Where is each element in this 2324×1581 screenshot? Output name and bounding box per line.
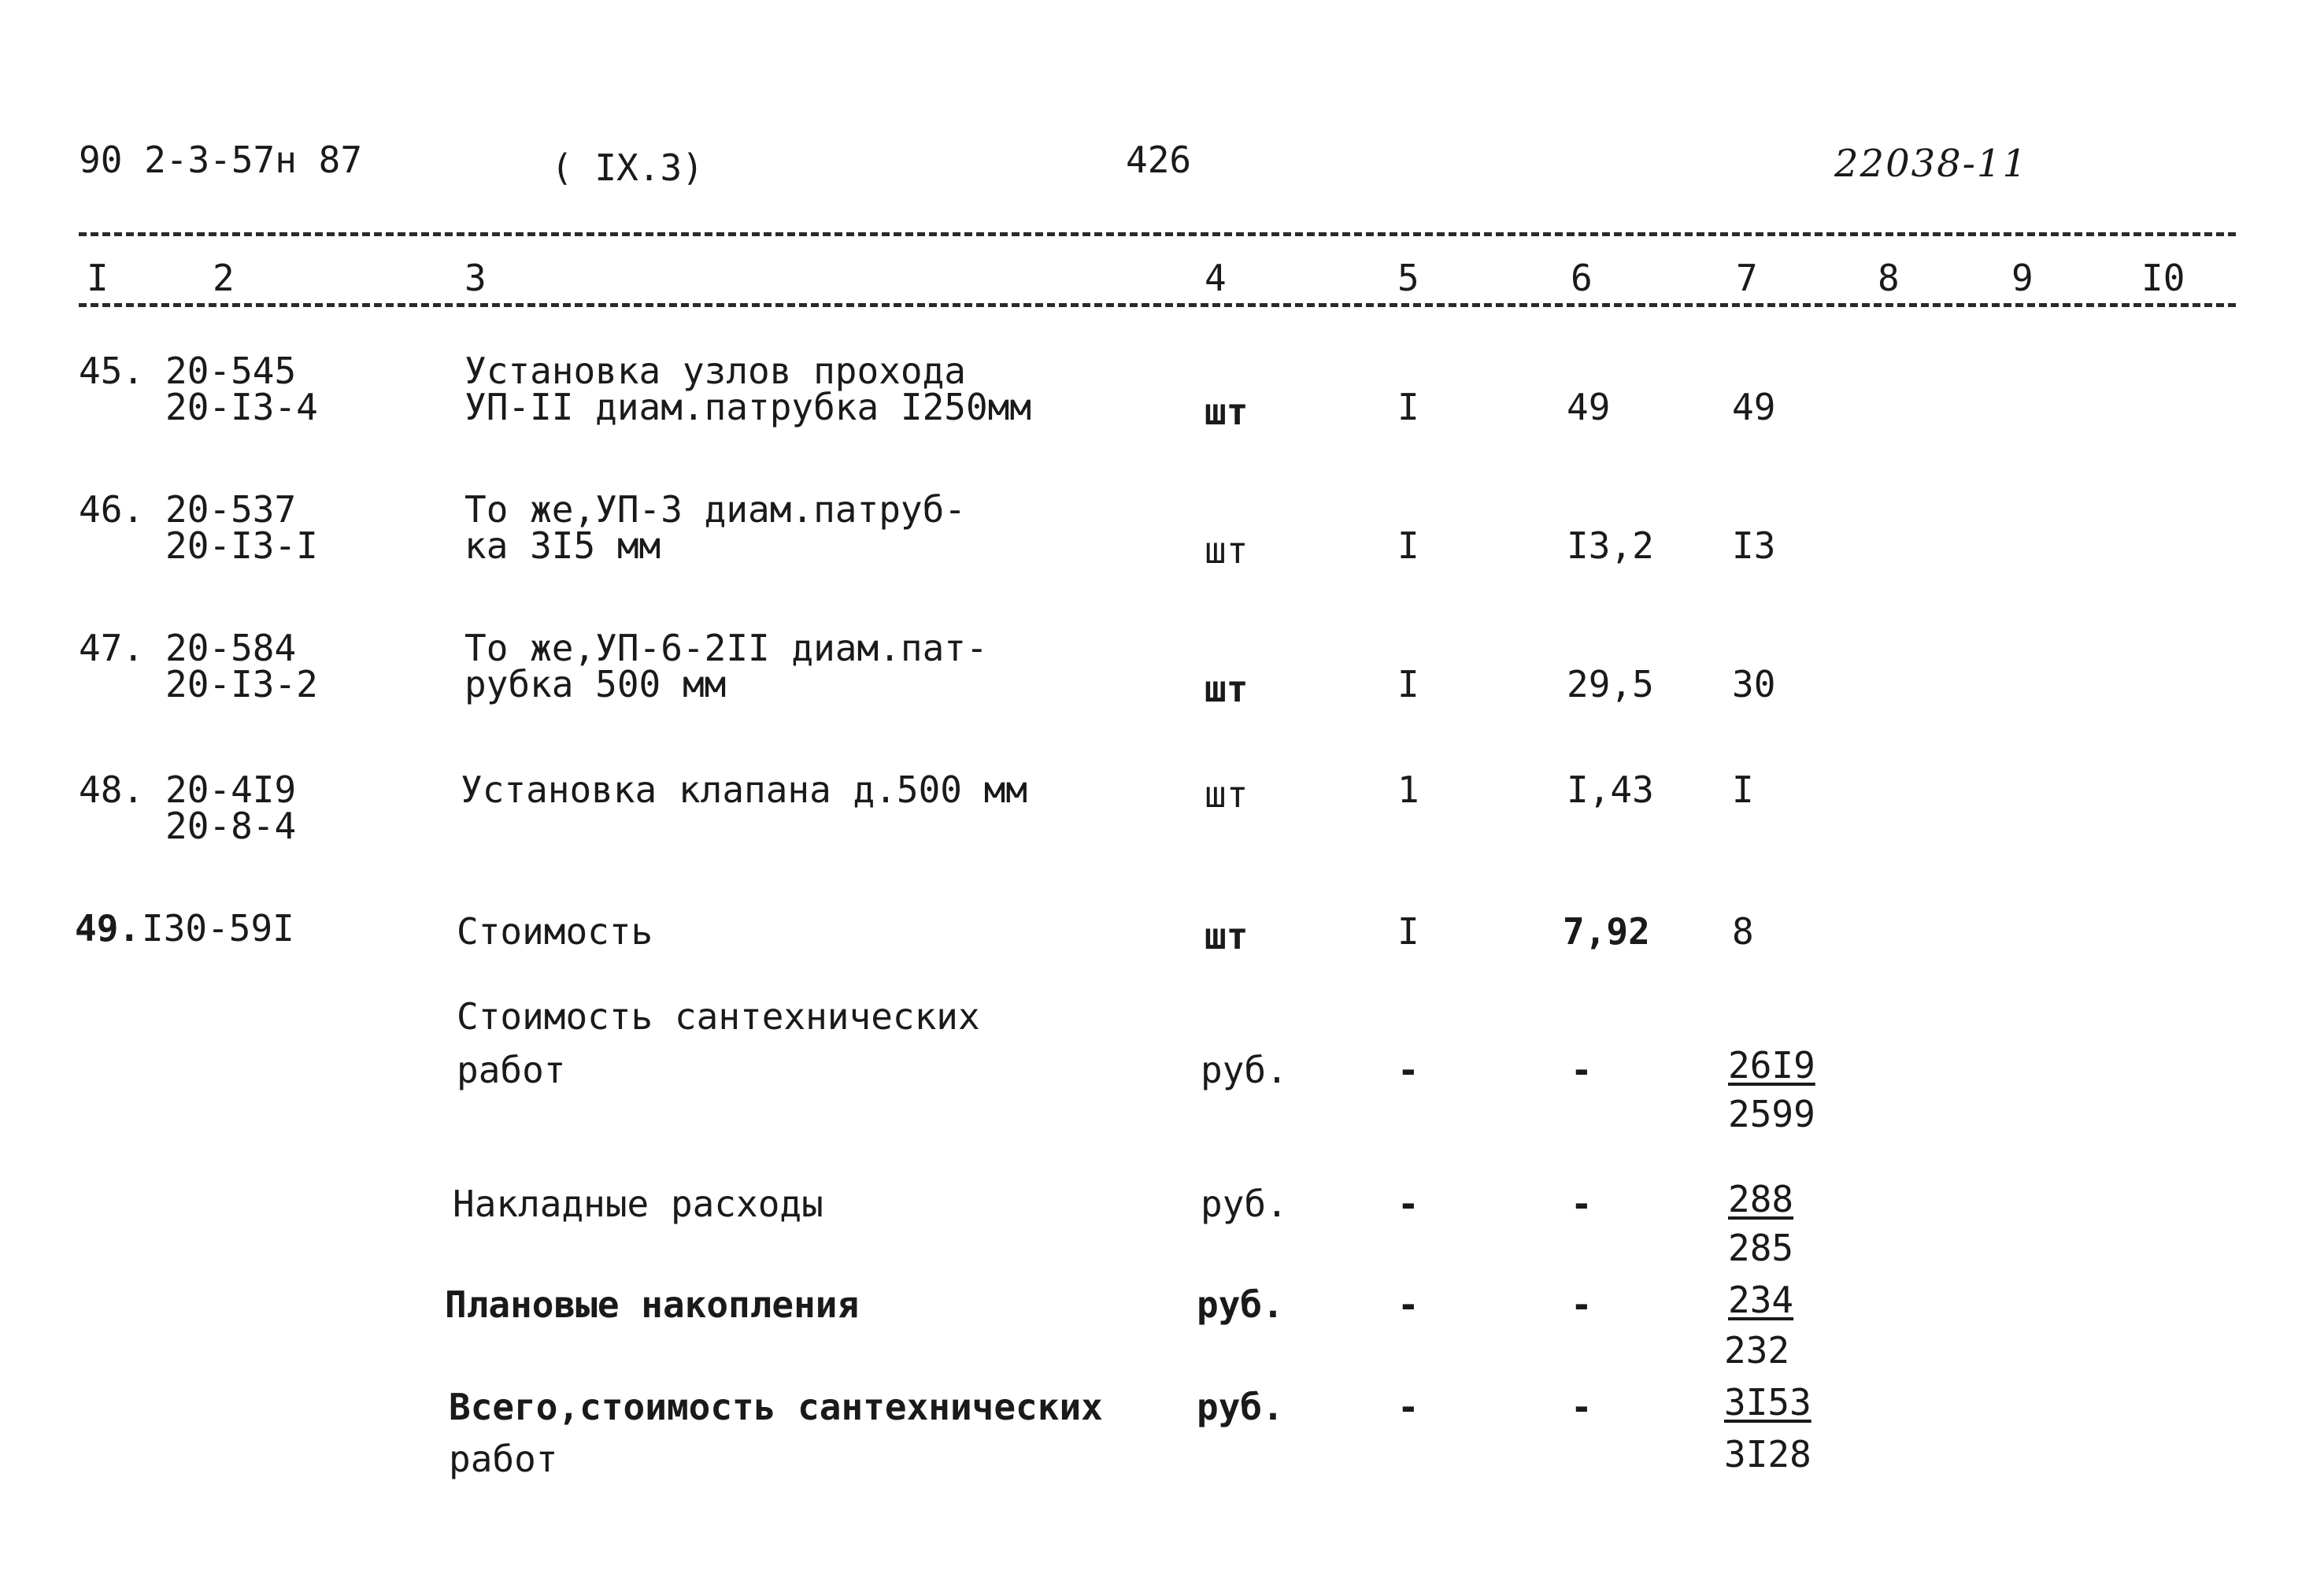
summary-label-1: Накладные расходы (453, 1183, 823, 1225)
summary-label-1: Плановые накопления (445, 1283, 860, 1326)
row-qty: I (1397, 524, 1419, 567)
summary-col6: - (1571, 1183, 1593, 1225)
summary-value-top: 3I53 (1724, 1381, 1811, 1424)
col-5: 5 (1397, 257, 1419, 299)
summary-value-bottom: 285 (1728, 1227, 1794, 1269)
summary-label-2: работ (457, 1049, 566, 1091)
summary-col5: - (1397, 1049, 1419, 1091)
row-unit: шт (1205, 773, 1249, 816)
row-unit: шт (1205, 391, 1249, 433)
row-number: 49. (75, 907, 141, 950)
summary-unit: руб. (1197, 1283, 1284, 1326)
row-qty: I (1397, 663, 1419, 705)
summary-col6: - (1571, 1386, 1593, 1428)
summary-col6: - (1571, 1049, 1593, 1091)
row-col7: 30 (1732, 663, 1776, 705)
header-top-rule (79, 232, 2236, 236)
col-9: 9 (2011, 257, 2034, 299)
col-10: I0 (2141, 257, 2185, 299)
row-col7: 49 (1732, 386, 1776, 428)
row-code-2: 20-I3-2 (165, 663, 318, 705)
col-4: 4 (1205, 257, 1227, 299)
col-6: 6 (1571, 257, 1593, 299)
summary-label-1: Всего,стоимость сантехнических (449, 1386, 1103, 1428)
inventory-number: 22038-11 (1834, 142, 2028, 186)
row-col6: 7,92 (1563, 910, 1650, 953)
col-7: 7 (1736, 257, 1758, 299)
summary-col6: - (1571, 1283, 1593, 1326)
summary-value-bottom: 3I28 (1724, 1433, 1811, 1475)
row-desc-1: Установка узлов прохода (464, 350, 966, 392)
header-bottom-rule (79, 303, 2236, 307)
row-number: 45. (79, 350, 145, 392)
summary-unit: руб. (1201, 1183, 1288, 1225)
row-code-1: 20-584 (165, 627, 297, 669)
row-desc-1: Установка клапана д.500 мм (461, 768, 1028, 811)
row-col6: I3,2 (1567, 524, 1654, 567)
row-unit: шт (1205, 915, 1249, 957)
summary-col5: - (1397, 1386, 1419, 1428)
summary-value-bottom: 2599 (1728, 1093, 1815, 1135)
row-desc-2: УП-II диам.патрубка I250мм (464, 386, 1032, 428)
summary-value-top: 288 (1728, 1178, 1794, 1220)
summary-value-top: 26I9 (1728, 1044, 1815, 1087)
row-code-1: 20-537 (165, 488, 297, 531)
row-col7: I (1732, 768, 1754, 811)
col-1: I (87, 257, 109, 299)
col-8: 8 (1878, 257, 1900, 299)
col-3: 3 (464, 257, 487, 299)
row-col6: 49 (1567, 386, 1611, 428)
row-qty: I (1397, 910, 1419, 953)
summary-col5: - (1397, 1283, 1419, 1326)
row-code-1: I30-59I (142, 907, 294, 950)
row-desc-1: То же,УП-3 диам.патруб- (464, 488, 966, 531)
summary-col5: - (1397, 1183, 1419, 1225)
row-code-1: 20-4I9 (165, 768, 297, 811)
row-desc-1: То же,УП-6-2II диам.пат- (464, 627, 988, 669)
row-qty: I (1397, 386, 1419, 428)
row-number: 47. (79, 627, 145, 669)
summary-label-1: Стоимость сантехнических (457, 995, 980, 1038)
row-desc-1: Стоимость (457, 910, 653, 953)
row-number: 46. (79, 488, 145, 531)
row-desc-2: рубка 500 мм (464, 663, 727, 705)
row-code-1: 20-545 (165, 350, 297, 392)
row-qty: 1 (1397, 768, 1419, 811)
row-code-2: 20-I3-4 (165, 386, 318, 428)
page-number: 426 (1126, 139, 1192, 181)
summary-unit: руб. (1197, 1386, 1284, 1428)
row-desc-2: ка 3I5 мм (464, 524, 661, 567)
col-2: 2 (213, 257, 235, 299)
document-code: 90 2-3-57н 87 (79, 139, 363, 181)
summary-label-2: работ (449, 1438, 558, 1480)
section-number: ( IX.3) (551, 146, 704, 189)
summary-unit: руб. (1201, 1049, 1288, 1091)
row-number: 48. (79, 768, 145, 811)
row-code-2: 20-I3-I (165, 524, 318, 567)
row-unit: шт (1205, 668, 1249, 710)
row-unit: шт (1205, 529, 1249, 572)
row-col6: 29,5 (1567, 663, 1654, 705)
row-code-2: 20-8-4 (165, 805, 297, 847)
summary-value-top: 234 (1728, 1279, 1794, 1321)
summary-value-bottom: 232 (1724, 1329, 1790, 1372)
row-col6: I,43 (1567, 768, 1654, 811)
row-col7: I3 (1732, 524, 1776, 567)
row-col7: 8 (1732, 910, 1754, 953)
